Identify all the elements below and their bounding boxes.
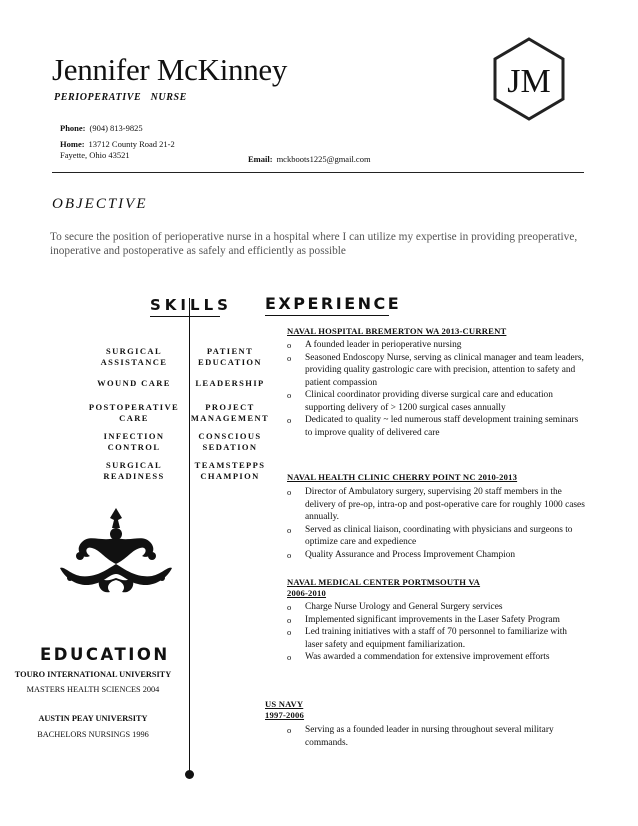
email-line xyxy=(248,149,371,167)
objective-text: To secure the position of perioperative nurse in a hospital where I can utilize my expertise in providing preoperative, inoperative and postoperative as safely and efficiently as possible xyxy=(50,231,578,257)
skill-right-5: TEAMSTEPPS CHAMPION xyxy=(194,460,266,481)
job-1-bullets xyxy=(287,339,587,439)
job-4-header-line1: US NAVY xyxy=(265,699,304,709)
phone-value: (904) 813-9825 xyxy=(89,123,143,133)
skill-right-4: CONSCIOUS SEDATION xyxy=(198,431,262,452)
skill-left-5: SURGICAL READINESS xyxy=(103,460,165,481)
skill-right-1: PATIENT EDUCATION xyxy=(198,346,262,367)
phone-line xyxy=(60,118,143,136)
skill-left-3: POSTOPERATIVE CARE xyxy=(88,402,180,423)
home-line2: Fayette, Ohio 43521 xyxy=(60,150,130,160)
header-divider xyxy=(52,172,584,173)
job-2-bullets xyxy=(287,486,587,561)
objective-heading: OBJECTIVE xyxy=(52,196,148,212)
job-4-bullet: o Serving as a founded leader in nursing throughout several military commands. xyxy=(287,724,587,749)
job-3-bullet: o Implemented significant improvements in the Laser Safety Program xyxy=(287,614,587,627)
job-4-bullets xyxy=(287,724,587,749)
job-4-header xyxy=(265,699,304,721)
skills-underline xyxy=(150,316,220,317)
home-address xyxy=(60,138,175,160)
home-label: Home: xyxy=(60,139,85,149)
school-2: AUSTIN PEAY UNIVERSITY xyxy=(38,714,148,723)
job-3-bullet: o Led training initiatives with a staff of 70 personnel to familiarize with laser safety and equipment familiarization. xyxy=(287,626,587,651)
job-2-bullet: o Quality Assurance and Process Improvement Champion xyxy=(287,549,587,562)
skill-left-4: INFECTION CONTROL xyxy=(103,431,165,452)
experience-heading: EXPERIENCE xyxy=(265,294,402,313)
job-1-bullet: o A founded leader in perioperative nursing xyxy=(287,339,587,352)
job-2-bullet: o Served as clinical liaison, coordinating with physicians and surgeons to optimize care and expedience xyxy=(287,524,587,549)
phone-label: Phone: xyxy=(60,123,86,133)
job-3-bullet: o Was awarded a commendation for extensive improvement efforts xyxy=(287,651,587,664)
skill-left-1: SURGICAL ASSISTANCE xyxy=(100,346,168,367)
job-2-bullet: o Director of Ambulatory surgery, supervising 20 staff members in the delivery of pre-op, intra-op and post-operative care for roughly 1000 cases annually. xyxy=(287,486,587,524)
email-label: Email: xyxy=(248,154,273,164)
job-title: PERIOPERATIVE NURSE xyxy=(54,92,187,103)
job-1-bullet: o Dedicated to quality ~ led numerous staff development training seminars to improve quality of delivered care xyxy=(287,414,587,439)
monogram-text: JM xyxy=(507,63,551,100)
job-4-header-line2: 1997-2006 xyxy=(265,710,305,720)
candidate-name: Jennifer McKinney xyxy=(52,52,288,87)
job-3-bullet: o Charge Nurse Urology and General Surgery services xyxy=(287,601,587,614)
experience-underline xyxy=(265,315,389,316)
education-heading: EDUCATION xyxy=(40,645,170,664)
job-1-bullet: o Clinical coordinator providing diverse surgical care and education supporting delivery of > 1200 surgical cases annually xyxy=(287,389,587,414)
timeline-line xyxy=(189,298,190,776)
job-3-bullets xyxy=(287,601,587,664)
home-line1: 13712 County Road 21-2 xyxy=(88,139,175,149)
job-3-header xyxy=(287,577,480,599)
email-value: mckboots1225@gmail.com xyxy=(276,154,371,164)
timeline-dot xyxy=(185,770,194,779)
skill-left-2: WOUND CARE xyxy=(97,378,171,388)
skills-heading: SKILLS xyxy=(150,296,232,314)
degree-2: BACHELORS NURSINGS 1996 xyxy=(37,730,149,739)
school-1: TOURO INTERNATIONAL UNIVERSITY xyxy=(14,670,172,679)
monogram-hexagon xyxy=(491,36,567,122)
degree-1: MASTERS HEALTH SCIENCES 2004 xyxy=(26,685,160,694)
job-2-header: NAVAL HEALTH CLINIC CHERRY POINT NC 2010-2013 xyxy=(287,472,518,482)
job-1-bullet: o Seasoned Endoscopy Nurse, serving as clinical manager and team leaders, providing quality gastrologic care with precision, attention to safety and patient compassion xyxy=(287,352,587,390)
skill-right-2: LEADERSHIP xyxy=(195,378,265,388)
job-3-header-line1: NAVAL MEDICAL CENTER PORTMSOUTH VA xyxy=(287,577,481,587)
job-3-header-line2: 2006-2010 xyxy=(287,588,327,598)
skill-right-3: PROJECT MANAGEMENT xyxy=(190,402,270,423)
ornament-flourish xyxy=(60,508,172,594)
job-1-header: NAVAL HOSPITAL BREMERTON WA 2013-CURRENT xyxy=(287,326,507,336)
